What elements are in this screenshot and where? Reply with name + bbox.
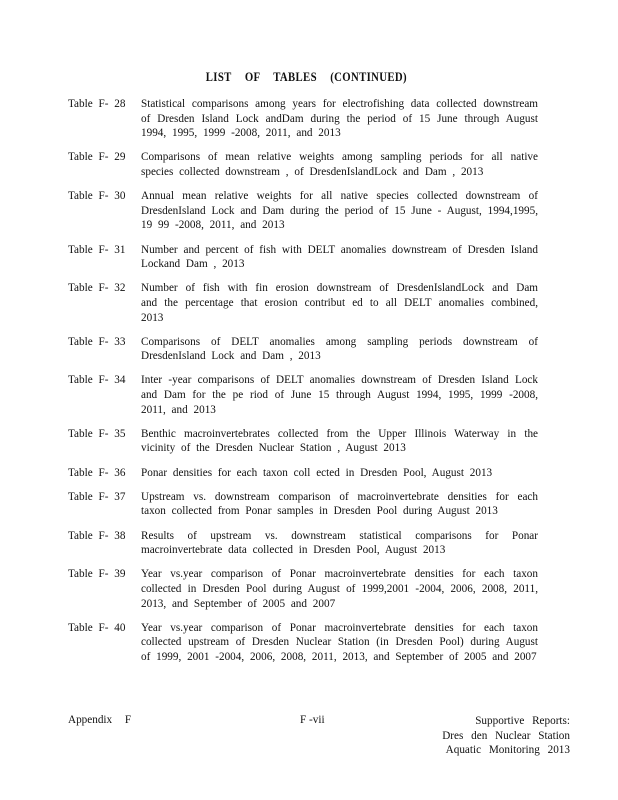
toc-entry: [68, 335, 538, 364]
toc-entry: [68, 427, 538, 456]
toc-entry-description: Number and percent of fish with DELT anomalies downstream of Dresden Island Lockand Dam , 2013: [141, 243, 538, 271]
toc-entry-label: Table F- 39: [68, 568, 126, 581]
toc-entry: [68, 189, 538, 233]
footer-report-line: Dres den Nuclear Station: [442, 729, 570, 742]
toc-entry-label: Table F- 33: [68, 335, 126, 348]
toc-entry-description: Upstream vs. downstream comparison of macroinvertebrate densities for each taxon collected from Ponar samples in Dresden Pool during August 2013: [141, 490, 538, 518]
toc-entry: [68, 567, 538, 611]
toc-entry-description: Ponar densities for each taxon coll ected in Dresden Pool, August 2013: [141, 466, 493, 479]
toc-entry-label: Table F- 36: [68, 466, 126, 479]
table-of-contents: [68, 97, 538, 674]
toc-entry-label: Table F- 30: [68, 190, 126, 203]
toc-entry-description: Results of upstream vs. downstream statistical comparisons for Ponar macroinvertebrate data collected in Dresden Pool, August 2013: [141, 529, 538, 557]
toc-entry: [68, 490, 538, 519]
toc-entry-description: Annual mean relative weights for all native species collected downstream of DresdenIsland Lock and Dam during the period of 15 June - August, 1994,1995, 19 99 -2008, 2011, and 2013: [141, 190, 538, 232]
footer-report-line: Aquatic Monitoring 2013: [445, 744, 570, 757]
toc-entry-label: Table F- 37: [68, 490, 126, 503]
toc-entry-description: Comparisons of mean relative weights among sampling periods for all native species collected downstream , of DresdenIslandLock and Dam , 2013: [141, 151, 538, 178]
toc-entry-label: Table F- 31: [68, 243, 126, 256]
toc-entry: [68, 97, 538, 141]
footer-appendix: Appendix F: [68, 714, 132, 726]
toc-entry-label: Table F- 40: [68, 621, 126, 634]
toc-entry-label: Table F- 29: [68, 151, 126, 164]
toc-entry-description: Comparisons of DELT anomalies among sampling periods downstream of DresdenIsland Lock and Dam , 2013: [141, 335, 538, 363]
toc-entry-description: Number of fish with fin erosion downstream of DresdenIslandLock and Dam and the percentage that erosion contribut ed to all DELT anomalies combined, 2013: [141, 282, 538, 324]
toc-entry-label: Table F- 28: [68, 98, 126, 110]
toc-entry-label: Table F- 34: [68, 374, 126, 387]
toc-entry-label: Table F- 38: [68, 529, 126, 542]
toc-entry: [68, 373, 538, 417]
footer-page-number: F -vii: [300, 714, 325, 726]
footer-report-line: Supportive Reports:: [475, 715, 570, 727]
toc-entry-label: Table F- 35: [68, 427, 126, 440]
toc-entry-description: Inter -year comparisons of DELT anomalies downstream of Dresden Island Lock and Dam for the pe riod of June 15 through August 1994, 1995, 1999 -2008, 2011, and 2013: [141, 374, 538, 416]
toc-entry: [68, 150, 538, 179]
toc-entry-description: Year vs.year comparison of Ponar macroinvertebrate densities for each taxon collected upstream of Dresden Nuclear Station (in Dresden Pool) during August of 1999, 2001 -2004, 2006, 2008, 2011, 2013, and September of 2005 and 2007: [141, 621, 538, 663]
toc-entry: [68, 281, 538, 325]
toc-entry: [68, 621, 538, 665]
toc-entry-description: Benthic macroinvertebrates collected from the Upper Illinois Waterway in the vicinity of the Dresden Nuclear Station , August 2013: [141, 427, 538, 455]
page-title: LIST OF TABLES (CONTINUED): [205, 70, 407, 84]
toc-entry-label: Table F- 32: [68, 282, 126, 295]
footer-report-info: [442, 714, 570, 758]
toc-entry-description: Year vs.year comparison of Ponar macroinvertebrate densities for each taxon collected in Dresden Pool during August of 1999,2001 -2004, 2006, 2008, 2011, 2013, and September of 2005 and 2007: [141, 568, 538, 610]
toc-entry: [68, 529, 538, 558]
toc-entry: [68, 466, 538, 481]
toc-entry: [68, 243, 538, 272]
toc-entry-description: Statistical comparisons among years for electrofishing data collected downstream of Dresden Island Lock andDam during the period of 15 June through August 1994, 1995, 1999 -2008, 2011, and 2013: [141, 98, 538, 140]
